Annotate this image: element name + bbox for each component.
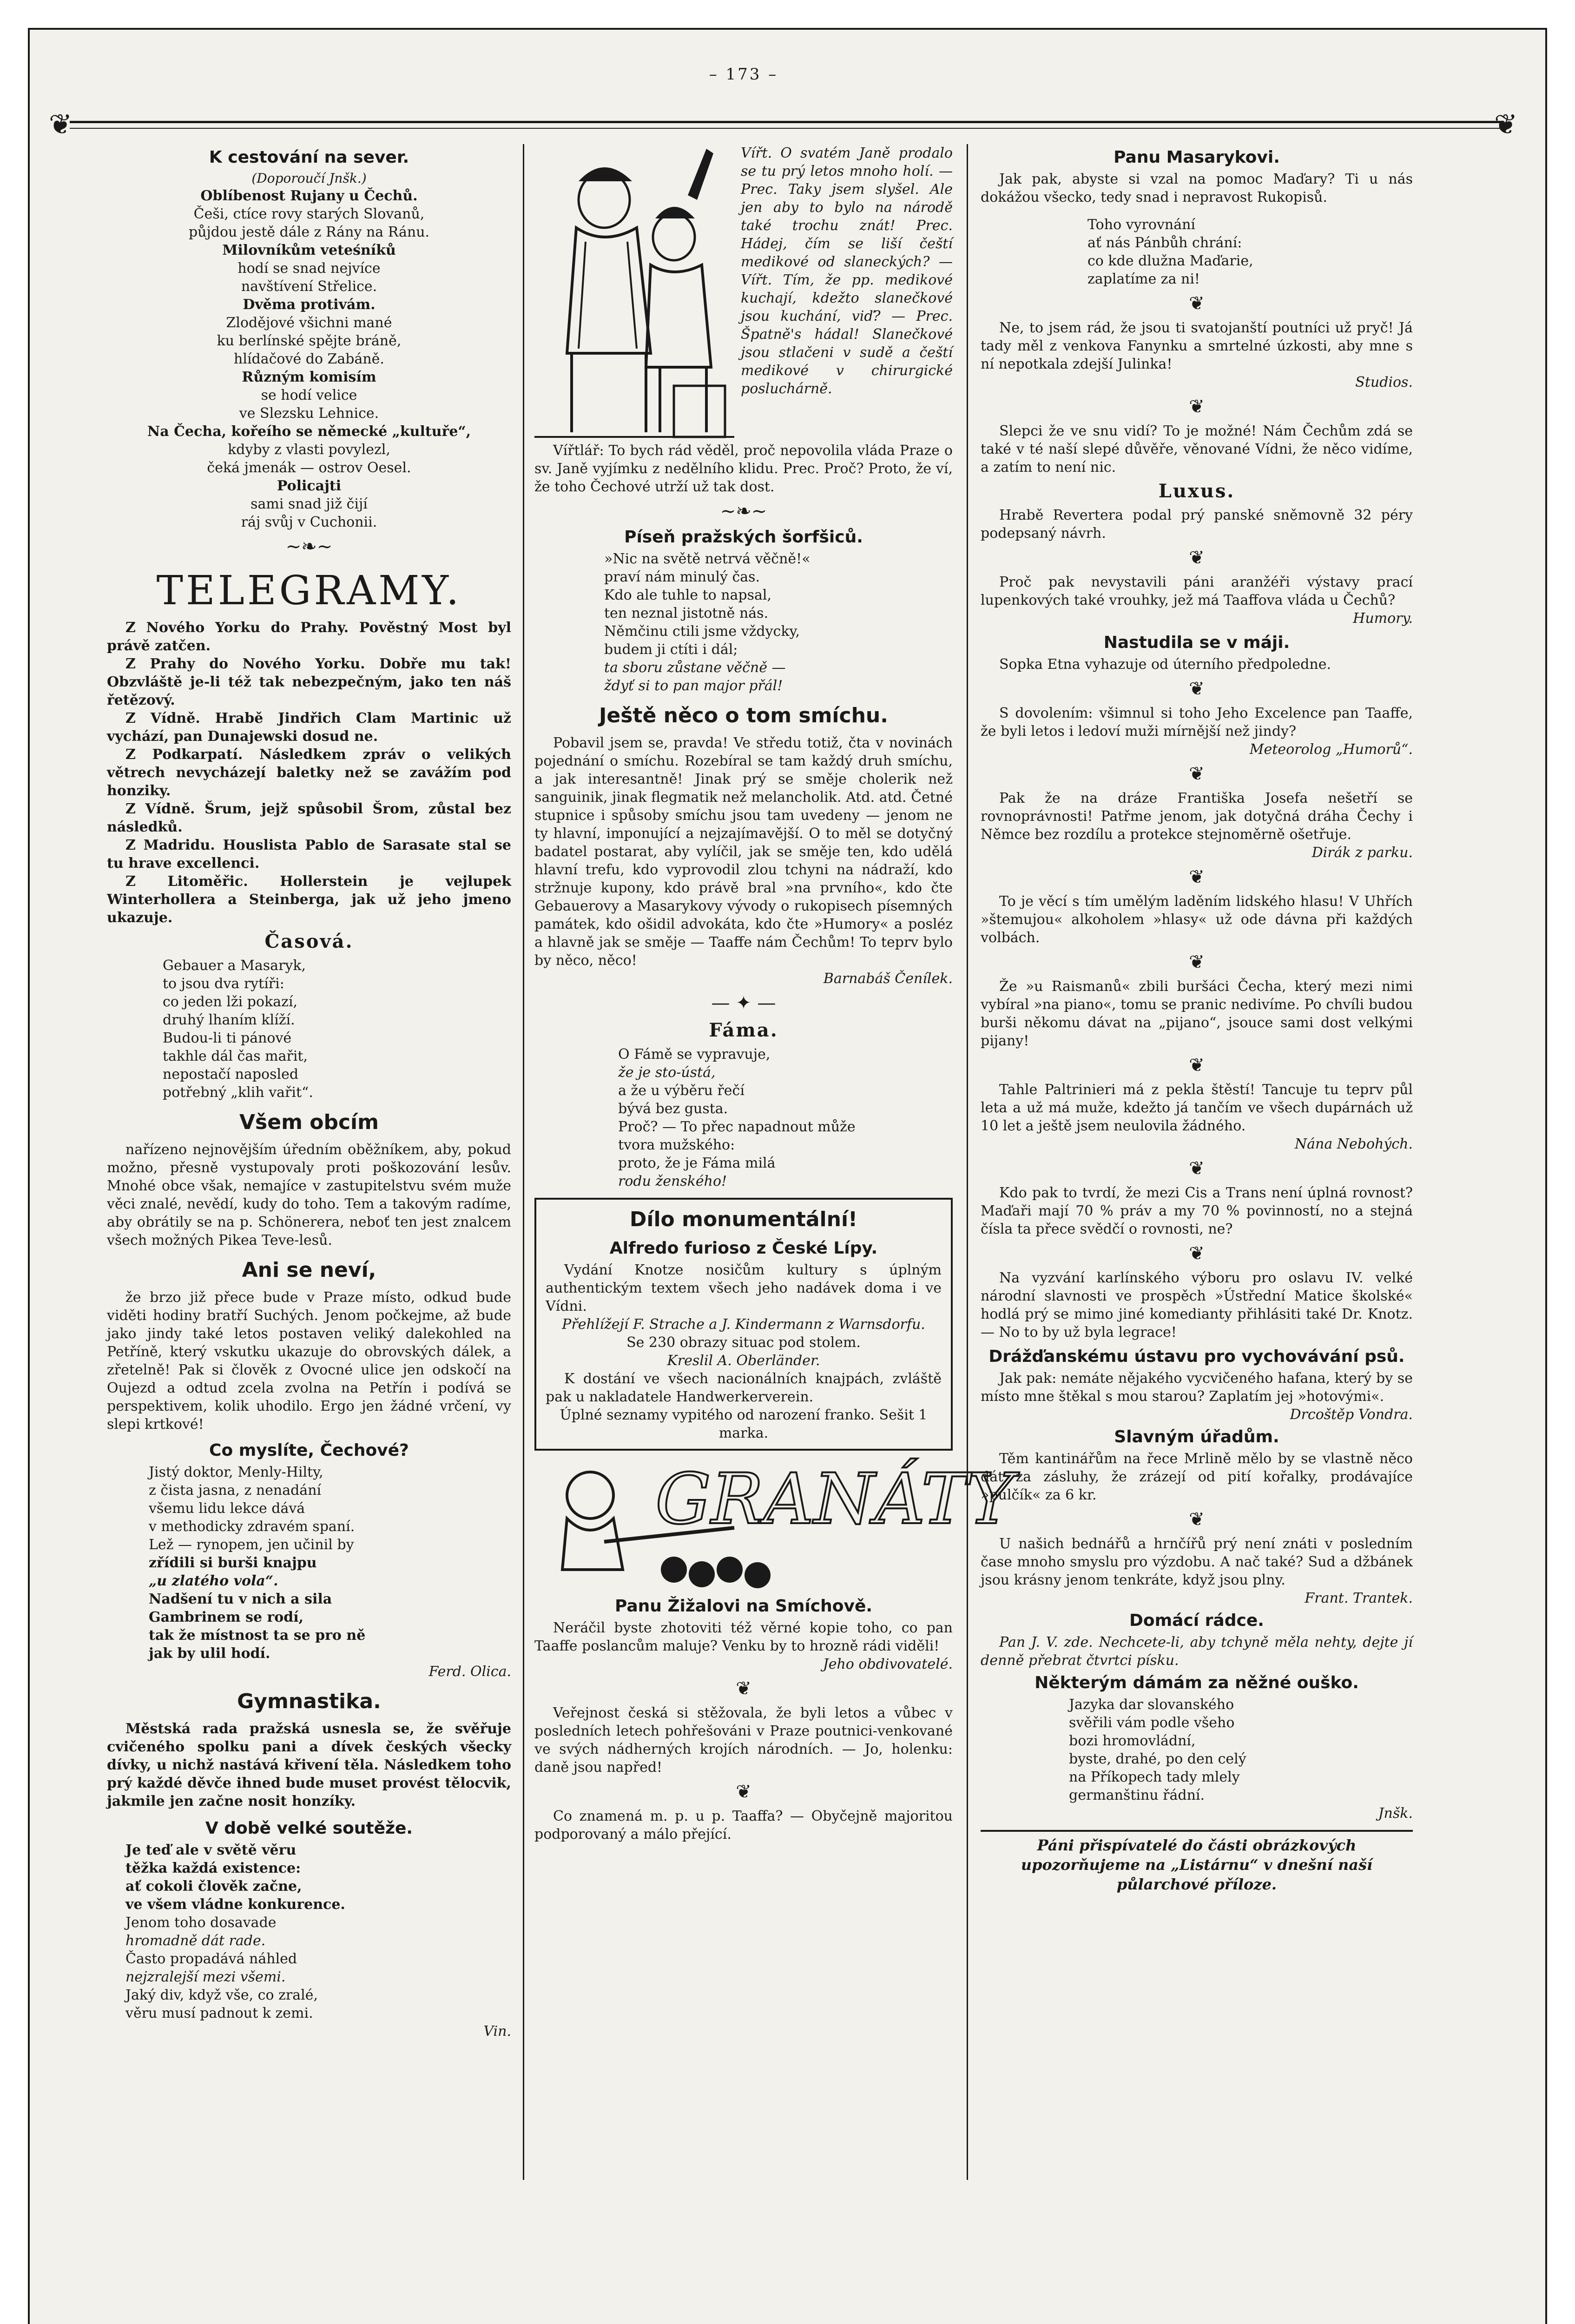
signature: Jnšk.	[1378, 1805, 1413, 1822]
section-title: Nastudila se v máji.	[1103, 633, 1290, 652]
telegram-item: Z Nového Yorku do Prahy. Pověstný Most byl právě zatčen.	[107, 620, 511, 654]
section-title: Gymnastika.	[237, 1690, 381, 1713]
page-number: – 173 –	[709, 65, 778, 84]
article-text: Pak že na dráze Františka Josefa nešetří se rovnoprávnosti! Patřme jenom, jak dotyčná dráha Čechy i Němce bez rozdílu a protekce stejnoměrně ošetřuje.	[981, 790, 1413, 843]
telegram-item: Z Madridu. Houslista Pablo de Sarasate stal se tu hrave excellenci.	[107, 837, 511, 872]
article-text: Těm kantinářům na řece Mrlině mělo by se vlastně něco dát za zásluhy, že zrázejí od pití kořalky, prodávajíce »pulčík« za 6 kr.	[981, 1451, 1413, 1503]
section-title: Panu Žižalovi na Smíchově.	[614, 1597, 873, 1616]
separator-ornament: ❦	[1189, 1509, 1205, 1530]
poem: Gebauer a Masaryk, to jsou dva rytíři: co jeden lži pokazí, druhý lhaním klíží. Budou-li ti pánové takhle dál čas mařit, nepostačí naposled potřebný „klih vařit“.	[163, 957, 313, 1101]
signature: Frant. Trantek.	[1305, 1590, 1413, 1606]
section-title: Fáma.	[709, 1019, 778, 1041]
svg-text:GRANÁTY: GRANÁTY	[655, 1459, 1014, 1540]
column-2	[534, 144, 1014, 1843]
separator-ornament: ❦	[1189, 678, 1205, 700]
article-text: Pobavil jsem se, pravda! Ve středu totiž, čta v novinách pojednání o smíchu. Rozebíral se tam každý druh smíchu, a jak interesantně! Jinak prý se směje cholerik než sanguinik, jinak flegmatik než melancholik. Atd. atd. Četné stupnice i spůsoby smíchu jsou tam uvedeny — jenom ne ty hlavní, imponující a nejzajímavější. O to měl se dotyčný badatel postarat, aby vylíčil, jak se směje ten, kdo udělá hlavní trefu, kdo vyprovodil zlou tchyni na nádraží, kdo stržnuje kupony, kdo právě bral »na prvního«, kdo čte Gebauerovy a Masarykovy vývody o rukopisech písemných památek, kdo ošidil advokáta, kdo čte »Humory« a posléz a hlavně jak se směje — Taaffe nám Čechům! To teprv bylo by něco, něco!	[534, 735, 953, 969]
article-text: To je věcí s tím umělým laděním lidského hlasu! V Uhřích »štemujou« alkoholem »hlasy« už ode dávna při každých volbách.	[981, 893, 1413, 946]
illustration-two-men	[534, 144, 734, 442]
separator-ornament: ❦	[1189, 1158, 1205, 1179]
article-text: Neráčil byste zhotoviti též věrné kopie toho, co pan Taaffe poslancům maluje? Venku by to hrozně rádi viděli!	[534, 1620, 953, 1654]
article-text: Jak pak: nemáte nějakého vycvičeného hafana, který by se místo mne štěkal s mou starou? Zaplatím jej »hotovými«.	[981, 1370, 1413, 1405]
signature: Meteorolog „Humorů“.	[1249, 741, 1413, 758]
dialogue-block	[534, 144, 953, 442]
separator-ornament: ❦	[1189, 951, 1205, 973]
article-text: Jak pak, abyste si vzal na pomoc Maďary? Ti u nás dokážou všecko, tedy snad i nepravost Rukopisů.	[981, 171, 1413, 205]
column-rule-2	[967, 144, 968, 2180]
separator-ornament: ❦	[1189, 866, 1205, 888]
column-rule-1	[523, 144, 524, 2180]
column-1	[107, 144, 511, 2040]
signature: Humory.	[1353, 610, 1413, 627]
separator-ornament: ~❧~	[285, 536, 333, 557]
article-text: Že »u Raismanů« zbili buršáci Čecha, který mezi nimi vybíral »na piano«, tomu se pranic nedivíme. Po chvíli budou burši někomu dávat na „pijano“, jsouce sami dost velkými pijany!	[981, 978, 1413, 1049]
section-title: Ani se neví,	[242, 1258, 376, 1282]
signature: Nána Nebohých.	[1294, 1136, 1413, 1152]
article-text: Kdo pak to tvrdí, že mezi Cis a Trans není úplná rovnost? Maďaři mají 70 % práv a my 70 % povinností, no a stejná čísla ta přece svědčí o rovnosti, ne?	[981, 1185, 1413, 1237]
travel-item: Policajti sami snad již čijí ráj svůj v Cuchonii.	[241, 478, 377, 530]
travel-item: Na Čecha, kořeího se německé „kultuře“, kdyby z vlasti povylezl, čeká jmenák — ostrov Oesel.	[147, 423, 471, 476]
separator-ornament: ❦	[1189, 547, 1205, 568]
section-title: Ještě něco o tom smíchu.	[599, 704, 888, 727]
section-title: Všem obcím	[239, 1110, 379, 1134]
granaty-masthead	[534, 1458, 1014, 1593]
article-text: Tahle Paltrinieri má z pekla štěstí! Tancuje tu teprv půl leta a už má muže, kdežto já tančím ve všech dupárnách už 10 let a ještě jsem neulovila žádného.	[981, 1082, 1413, 1134]
telegram-item: Z Vídně. Hrabě Jindřich Clam Martinic už vychází, pan Dunajewski dosud ne.	[107, 710, 511, 745]
section-title: Co myslíte, Čechové?	[209, 1441, 409, 1460]
section-title: K cestování na sever.	[209, 148, 409, 167]
ad-subtitle: Alfredo furioso z České Lípy.	[609, 1239, 878, 1258]
telegram-item: Z Vídně. Šrum, jejž spůsobil Šrom, zůstal bez následků.	[107, 801, 511, 835]
article-text: Vířtlář: To bych rád věděl, proč nepovolila vláda Praze o sv. Janě vyjímku z nedělního klidu. Prec. Proč? Proto, že ví, že toho Čechové utrží už tak dost.	[534, 442, 953, 495]
column-3	[981, 144, 1413, 1894]
article-text: Co znamená m. p. u p. Taaffa? — Obyčejně majoritou podporovaný a málo přející.	[534, 1808, 953, 1842]
poem: Jistý doktor, Menly-Hilty, z čista jasna, z nenadání všemu lidu lekce dává v methodicky zdravém spaní. Lež — rynopem, jen učinil by zřídili si burši knajpu „u zlatého vola“. Nadšení tu v nich a sila Gambrinem se rodí, tak že místnost ta se pro ně jak by ulil hodí.	[149, 1464, 366, 1662]
section-title: Některým dámám za něžné ouško.	[1035, 1673, 1359, 1692]
poem: O Fámě se vypravuje, že je sto-ústá, a že u výběru řečí bývá bez gusta. Proč? — To přec napadnout může tvora mužského: proto, že je Fáma milá rodu ženského!	[618, 1046, 856, 1189]
article-text: Hrabě Revertera podal prý panské sněmovně 32 péry podepsaný návrh.	[981, 507, 1413, 541]
signature: Studios.	[1355, 374, 1413, 390]
section-title: V době velké soutěže.	[205, 1819, 413, 1838]
travel-item: Dvěma protivám. Zlodějové všichni mané ku berlínské spějte bráně, hlídačové do Zabáně.	[217, 297, 402, 367]
top-rule-thin	[70, 128, 1501, 129]
section-title: Drážďanskému ústavu pro vychovávání psů.	[988, 1347, 1405, 1366]
section-subtitle: (Doporoučí Jnšk.)	[251, 171, 367, 186]
signature: Jeho obdivovatelé.	[823, 1656, 953, 1672]
signature: Barnabáš Čenílek.	[823, 971, 953, 987]
poem: Toho vyrovnání ať nás Pánbůh chrání: co kde dlužna Maďarie, zaplatíme za ni!	[1087, 217, 1253, 287]
poem: »Nic na světě netrvá věčně!« praví nám minulý čas. Kdo ale tuhle to napsal, ten neznal jistotně nás. Němčinu ctili jsme vždycky, budem ji ctíti i dál; ta sboru zůstane věčně — ždyť si to pan major přál!	[604, 551, 811, 694]
ad-footer: Úplné seznamy vypitého od narození franko. Sešit 1 marka.	[560, 1407, 928, 1441]
section-title: Slavným úřadům.	[1114, 1427, 1279, 1446]
article-text: Ne, to jsem rád, že jsou ti svatojanští poutníci už pryč! Já tady měl z venkova Fanynku a smrtelné úzkosti, aby mne s ní nepotkala zdejší Julinka!	[981, 320, 1413, 372]
separator-ornament: — ✦ —	[711, 992, 776, 1014]
section-title: Domácí rádce.	[1129, 1611, 1264, 1630]
article-text: U našich bednářů a hrnčířů prý není znáti v posledním čase mnoho smyslu pro výzdobu. A nač také? Sud a džbánek jsou krásny jenom tenkráte, když jsou plny.	[981, 1536, 1413, 1588]
separator-ornament: ❦	[1189, 293, 1205, 314]
poem: Jazyka dar slovanského svěřili vám podle všeho bozi hromovládní, byste, drahé, po den celý na Příkopech tady mlely germanštinu řádní.	[1069, 1697, 1246, 1803]
telegram-item: Z Podkarpatí. Následkem zpráv o velikých větrech nevycházejí baletky než se zavážím pod honziky.	[107, 746, 511, 799]
telegram-item: Z Litoměřic. Hollerstein je vejlupek Winterhollera a Steinberga, jak už jeho jmeno ukazuje.	[107, 873, 511, 926]
article-text: Slepci že ve snu vidí? To je možné! Nám Čechům zdá se také v té naší slepé důvěře, věnované Vídni, že něco vidíme, a zatím to není nic.	[981, 423, 1413, 475]
ad-title: Dílo monumentální!	[629, 1208, 858, 1231]
granaty-banner-icon	[534, 1458, 1014, 1593]
two-men-icon	[534, 144, 734, 442]
signature: Dirák z parku.	[1311, 845, 1413, 861]
separator-ornament: ❦	[1189, 396, 1205, 417]
top-rule	[70, 121, 1501, 123]
section-title: Časová.	[264, 931, 354, 952]
travel-item: Milovníkům veteśníků hodí se snad nejvíce navštívení Střelice.	[222, 242, 396, 295]
article-text: Veřejnost česká si stěžovala, že byli letos a vůbec v posledních letech pohřešováni v Praze poutnici-venkované ve svých nádherných krojích národních. — Jo, holenku: daně jsou napřed!	[534, 1705, 953, 1776]
article-text: Pan J. V. zde. Nechcete-li, aby tchyně měla nehty, dejte jí denně přebrat čtvrtci písku.	[981, 1634, 1413, 1669]
editorial-note: Páni přispívatelé do části obrázkových upozorňujeme na „Listárnu“ v dnešní naší půlarchové příloze.	[981, 1830, 1413, 1894]
article-text: Vířt. O svatém Janě prodalo se tu prý letos mnoho holí. — Prec. Taky jsem slyšel. Ale jen aby to bylo na národě také trochu znát! Prec. Hádej, čím se liší čeští medikové od slaneckých? — Vířt. Tím, že pp. medikové kuchají, kdežto slanečkové jsou kuchání, viď? — Prec. Špatně's hádal! Slanečkové jsou stlačeni v sudě a čeští medikové v chirurgické posluchárně.	[741, 145, 953, 397]
telegramy-title: TELEGRAMY.	[156, 568, 462, 614]
signature: Vin.	[483, 2023, 511, 2040]
article-text: Na vyzvání karlínského výboru pro oslavu IV. velké národní slavnosti ve prospěch »Ústřední Matice školské« hodlá prý se mimo jiné komedianty přihlásiti také Dr. Knotz. — No to by už byla legrace!	[981, 1270, 1413, 1340]
separator-ornament: ❦	[1189, 763, 1205, 785]
separator-ornament: ❦	[736, 1781, 751, 1802]
signature: Ferd. Olica.	[428, 1664, 511, 1680]
section-title: Luxus.	[1158, 480, 1235, 502]
separator-ornament: ❦	[1189, 1055, 1205, 1076]
corner-ornament-right: ❦	[1494, 108, 1518, 141]
article-text: Proč pak nevystavili páni aranžéři výstavy prací lupenkových také vrouhky, jež má Taaffova vláda u Čechů?	[981, 574, 1413, 608]
article-text: nařízeno nejnovějším úředním oběžníkem, aby, pokud možno, přesně vystupovaly proti poškozování lesův. Mnohé obce však, nemajíce v zastupitelstvu svém muže věci znalé, nevědí, kudy do toho. Tem a takovým radíme, aby obrátily se na p. Schönerera, neboť ten jest znalcem všech možných Pikea Teve-lesů.	[107, 1142, 511, 1248]
telegram-item: Z Prahy do Nového Yorku. Dobře mu tak! Obzvláště je-li též tak nebezpečným, jako ten náš řetězový.	[107, 656, 511, 708]
separator-ornament: ❦	[736, 1678, 751, 1699]
section-title: Panu Masarykovi.	[1114, 148, 1280, 167]
section-title: Píseň pražských šorfšiců.	[624, 528, 863, 547]
corner-ornament-left: ❦	[49, 108, 72, 141]
ad-text: Vydání Knotze nosičům kultury s úplným authentickým textem všech jeho nadávek doma i ve Vídni.	[546, 1262, 942, 1314]
article-text: S dovolením: všimnul si toho Jeho Excelence pan Taaffe, že byli letos i ledoví muži mírnější než jindy?	[981, 705, 1413, 739]
separator-ornament: ❦	[1189, 1243, 1205, 1264]
travel-item: Různým komisím se hodí velice ve Slezsku Lehnice.	[239, 369, 379, 422]
article-text: že brzo již přece bude v Praze místo, odkud bude viděti hodiny bratří Suchých. Jenom počkejme, až bude jako jindy také letos postaven veliký dalekohled na Petříně, který vskutku ukazuje do obrovských dálek, a zřetelně! Pak si člověk z Ovocné ulice jen odskočí na Oujezd a odtud zcela zvolna na Petřín i podívá se perspektivem, kolik uhodilo. Ergo jen žádné vrčení, vy slepi krtkové!	[107, 1289, 511, 1433]
advertisement-box: Dílo monumentální! Alfredo furioso z České Lípy. Vydání Knotze nosičům kultury s úplným authentickým textem všech jeho nadávek doma i ve Vídni. Přehlížejí F. Strache a J. Kindermann z Warnsdorfu. Se 230 obrazy situac pod stolem. Kreslil A. Oberländer. K dostání ve všech nacionálních knajpách, zvláště pak u nakladatele Handwerkerverein. Úplné seznamy vypitého od narození franko. Sešit 1 marka.	[534, 1198, 953, 1451]
article-text: Městská rada pražská usnesla se, že svěřuje cvičeného spolku pani a dívek českých všecky dívky, u nichž nastává křivení těla. Následkem toho prý každé děvče ihned bude muset provést tělocvik, jakmile jen začne nosit honzíky.	[107, 1721, 511, 1809]
article-text: Sopka Etna vyhazuje od úterního předpoledne.	[999, 656, 1331, 673]
signature: Drcoštěp Vondra.	[1290, 1406, 1413, 1423]
travel-item: Oblíbenost Rujany u Čechů. Češi, ctíce rovy starých Slovanů, půjdou jestě dále z Rány na Ránu.	[188, 188, 430, 240]
poem: Je teď ale v světě věru těžka každá existence: ať cokoli člověk začne, ve všem vládne konkurence. Jenom toho dosavade hromadně dát rade. Často propadává náhled nejzralejší mezi všemi. Jaký div, když vše, co zralé, věru musí padnout k zemi.	[125, 1842, 345, 2021]
separator-ornament: ~❧~	[720, 501, 767, 522]
